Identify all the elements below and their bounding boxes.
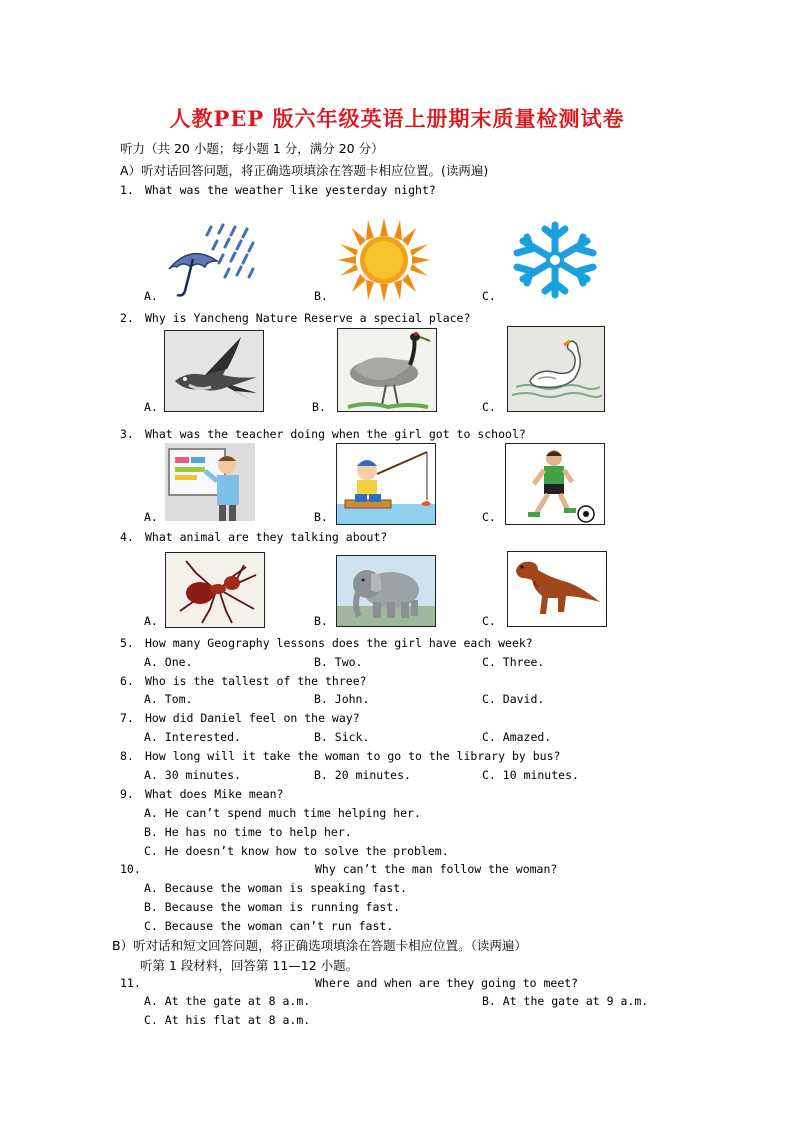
question-number: 7. xyxy=(120,711,134,725)
part-a-instruction: A）听对话回答问题，将正确选项填涂在答题卡相应位置。(读两遍) xyxy=(120,163,489,178)
question-number: 6. xyxy=(120,674,134,688)
question-text: What does Mike mean? xyxy=(145,787,284,801)
question-number: 9. xyxy=(120,787,134,801)
option-text: A. At the gate at 8 a.m. xyxy=(144,994,311,1008)
football-player-icon xyxy=(505,443,605,525)
question-number: 8. xyxy=(120,749,134,763)
question-number: 10. xyxy=(120,862,141,876)
dinosaur-icon xyxy=(507,551,607,627)
umbrella-rain-icon xyxy=(163,221,263,301)
option-text: B. At the gate at 9 a.m. xyxy=(482,994,649,1008)
question-text: What animal are they talking about? xyxy=(145,530,388,544)
part-b-instruction: B）听对话和短文回答问题，将正确选项填涂在答题卡相应位置。（读两遍） xyxy=(112,938,527,953)
option-label: C. xyxy=(482,614,496,628)
swallow-icon xyxy=(164,330,264,412)
page-title: 人教PEP 版六年级英语上册期末质量检测试卷 xyxy=(169,106,625,131)
option-text: C. Three. xyxy=(482,655,545,669)
option-text: C. 10 minutes. xyxy=(482,768,579,782)
option-label: B. xyxy=(314,510,328,524)
question-text: What was the teacher doing when the girl got to school? xyxy=(145,427,526,441)
option-text: A. Interested. xyxy=(144,730,241,744)
elephant-icon xyxy=(336,555,436,627)
option-text: B. He has no time to help her. xyxy=(144,825,352,839)
option-label: C. xyxy=(482,400,496,414)
option-label: C. xyxy=(482,510,496,524)
option-text: B. 20 minutes. xyxy=(314,768,411,782)
question-text: Why can’t the man follow the woman? xyxy=(315,862,558,876)
option-text: B. Sick. xyxy=(314,730,370,744)
question-number: 5. xyxy=(120,636,134,650)
sun-icon xyxy=(338,218,430,302)
ant-icon xyxy=(165,552,265,628)
option-text: C. At his flat at 8 a.m. xyxy=(144,1013,311,1027)
question-text: Who is the tallest of the three? xyxy=(145,674,367,688)
option-text: B. John. xyxy=(314,692,370,706)
question-text: Why is Yancheng Nature Reserve a special place? xyxy=(145,311,471,325)
question-text: How long will it take the woman to go to the library by bus? xyxy=(145,749,561,763)
option-text: A. 30 minutes. xyxy=(144,768,241,782)
option-label: A. xyxy=(144,614,158,628)
option-text: A. Because the woman is speaking fast. xyxy=(144,881,408,895)
section-heading: 听力（共 20 小题；每小题 1 分，满分 20 分） xyxy=(120,141,384,156)
crane-icon xyxy=(337,328,437,412)
option-text: A. Tom. xyxy=(144,692,193,706)
option-text: C. He doesn’t know how to solve the problem. xyxy=(144,844,449,858)
option-text: A. One. xyxy=(144,655,193,669)
swan-icon xyxy=(507,326,605,412)
option-label: A. xyxy=(144,510,158,524)
fishing-boy-icon xyxy=(336,443,436,525)
option-label: B. xyxy=(312,400,326,414)
option-text: B. Because the woman is running fast. xyxy=(144,900,401,914)
option-text: C. Amazed. xyxy=(482,730,552,744)
option-label: B. xyxy=(314,614,328,628)
option-label: C. xyxy=(482,289,496,303)
question-text: How many Geography lessons does the girl have each week? xyxy=(145,636,533,650)
option-text: B. Two. xyxy=(314,655,363,669)
question-number: 1. xyxy=(120,183,134,197)
question-number: 3. xyxy=(120,427,134,441)
option-label: A. xyxy=(144,400,158,414)
option-text: A. He can’t spend much time helping her. xyxy=(144,806,421,820)
option-text: C. David. xyxy=(482,692,545,706)
snowflake-icon xyxy=(505,219,605,301)
teacher-board-icon xyxy=(165,443,255,521)
option-text: C. Because the woman can’t run fast. xyxy=(144,919,394,933)
question-text: What was the weather like yesterday night? xyxy=(145,183,436,197)
question-number: 2. xyxy=(120,311,134,325)
option-label: A. xyxy=(144,289,158,303)
option-label: B. xyxy=(314,289,328,303)
question-text: Where and when are they going to meet? xyxy=(315,976,579,990)
part-b-subheading: 听第 1 段材料，回答第 11—12 小题。 xyxy=(140,958,359,973)
question-number: 11. xyxy=(120,976,141,990)
question-number: 4. xyxy=(120,530,134,544)
question-text: How did Daniel feel on the way? xyxy=(145,711,360,725)
